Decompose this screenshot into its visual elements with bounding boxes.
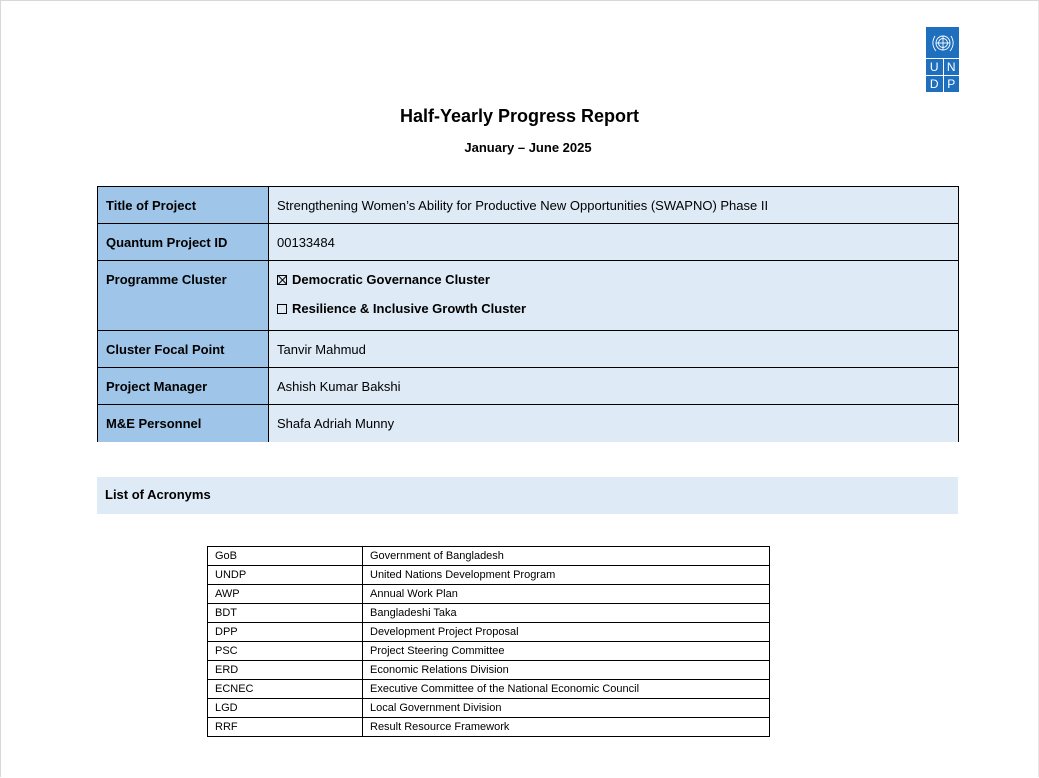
project-title-value: Strengthening Women’s Ability for Productive New Opportunities (SWAPNO) Phase II (269, 187, 959, 224)
info-row-focal-point (98, 331, 959, 368)
focal-point-value: Tanvir Mahmud (269, 331, 959, 368)
report-period: January – June 2025 (464, 140, 592, 155)
project-info-table (97, 186, 959, 442)
acronym-full: Annual Work Plan (363, 585, 770, 604)
acronym-row (208, 718, 770, 737)
acronym-abbr: UNDP (208, 566, 363, 585)
acronym-abbr: GoB (208, 547, 363, 566)
logo-letter-d: D (926, 75, 943, 92)
acronym-abbr: PSC (208, 642, 363, 661)
info-row-programme-cluster (98, 261, 959, 331)
acronym-full: Government of Bangladesh (363, 547, 770, 566)
acronym-abbr: RRF (208, 718, 363, 737)
checked-checkbox-icon[interactable] (277, 275, 287, 285)
acronym-full: Local Government Division (363, 699, 770, 718)
acronym-row (208, 585, 770, 604)
acronyms-heading: List of Acronyms (97, 477, 958, 514)
acronym-full: Bangladeshi Taka (363, 604, 770, 623)
undp-logo (926, 27, 959, 92)
info-label: Programme Cluster (98, 261, 269, 331)
acronym-abbr: BDT (208, 604, 363, 623)
programme-cluster-value (269, 261, 959, 331)
cluster-option-label: Resilience & Inclusive Growth Cluster (292, 301, 527, 316)
acronym-full: Project Steering Committee (363, 642, 770, 661)
info-row-me-personnel (98, 405, 959, 442)
info-row-quantum-id (98, 224, 959, 261)
acronym-full: Economic Relations Division (363, 661, 770, 680)
info-label: Project Manager (98, 368, 269, 405)
acronym-row (208, 661, 770, 680)
info-label: Cluster Focal Point (98, 331, 269, 368)
info-label: M&E Personnel (98, 405, 269, 442)
acronym-full: Executive Committee of the National Economic Council (363, 680, 770, 699)
logo-letter-p: P (943, 75, 960, 92)
acronym-row (208, 623, 770, 642)
acronym-abbr: ERD (208, 661, 363, 680)
logo-letter-n: N (943, 58, 960, 75)
acronym-row (208, 680, 770, 699)
project-manager-value: Ashish Kumar Bakshi (269, 368, 959, 405)
acronym-abbr: ECNEC (208, 680, 363, 699)
acronym-row (208, 604, 770, 623)
info-label: Title of Project (98, 187, 269, 224)
acronym-row (208, 642, 770, 661)
cluster-option-label: Democratic Governance Cluster (292, 272, 490, 287)
info-row-project-manager (98, 368, 959, 405)
acronym-full: United Nations Development Program (363, 566, 770, 585)
acronym-row (208, 699, 770, 718)
cluster-option-democratic-governance[interactable] (277, 272, 950, 287)
quantum-id-value: 00133484 (269, 224, 959, 261)
logo-letter-u: U (926, 58, 943, 75)
acronyms-table (207, 546, 770, 737)
cluster-option-resilience[interactable] (277, 301, 950, 316)
info-row-title (98, 187, 959, 224)
un-emblem-icon (926, 27, 959, 58)
info-label: Quantum Project ID (98, 224, 269, 261)
acronym-abbr: AWP (208, 585, 363, 604)
report-title: Half-Yearly Progress Report (399, 106, 640, 126)
acronym-row (208, 566, 770, 585)
acronym-abbr: DPP (208, 623, 363, 642)
acronym-row (208, 547, 770, 566)
acronym-full: Result Resource Framework (363, 718, 770, 737)
unchecked-checkbox-icon[interactable] (277, 304, 287, 314)
acronym-full: Development Project Proposal (363, 623, 770, 642)
me-personnel-value: Shafa Adriah Munny (269, 405, 959, 442)
acronym-abbr: LGD (208, 699, 363, 718)
